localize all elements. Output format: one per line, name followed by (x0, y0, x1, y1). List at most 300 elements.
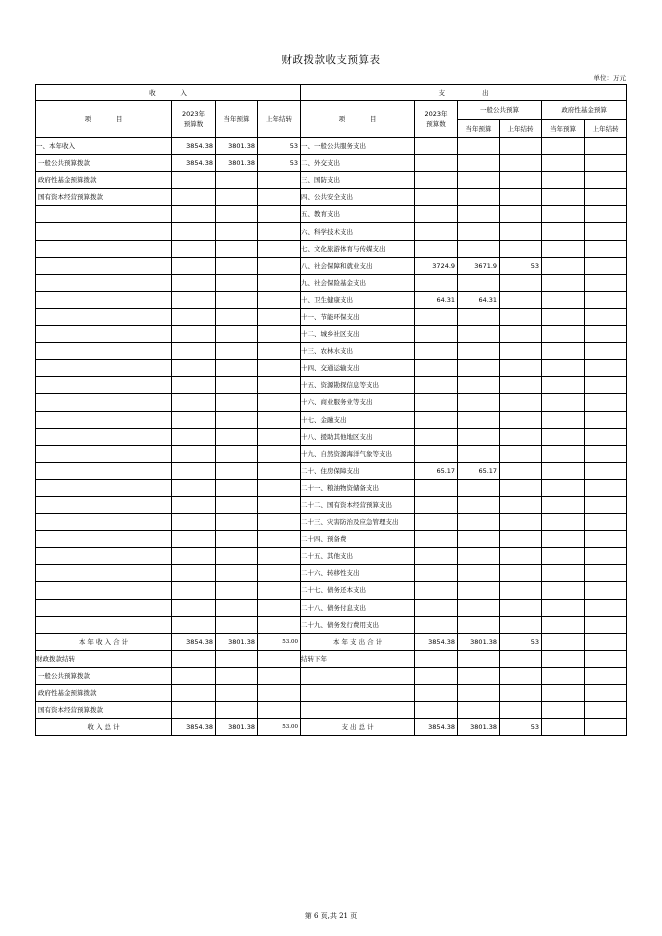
row-gp-last (500, 360, 542, 377)
row-in-budget (172, 257, 216, 274)
row-in-current (216, 582, 258, 599)
row-in-budget (172, 360, 216, 377)
row-gf-current (542, 445, 585, 462)
row-gf-last (585, 326, 627, 343)
row-in-current (216, 616, 258, 633)
row-out-budget (415, 599, 458, 616)
budget-table (35, 84, 627, 736)
row-gp-current (458, 138, 500, 155)
row-in-last (258, 308, 301, 325)
row-out-item: 十五、资源勘探信息等支出 (301, 377, 415, 394)
row-gp-last (500, 462, 542, 479)
row-out-budget: 3724.9 (415, 257, 458, 274)
row-in-last (258, 240, 301, 257)
table-body (36, 138, 627, 634)
table-row (36, 479, 627, 496)
row-gf-current (542, 326, 585, 343)
row-out-budget (415, 531, 458, 548)
row-in-item (36, 240, 172, 257)
row-gp-current (458, 326, 500, 343)
row-out-item: 十六、商业服务业等支出 (301, 394, 415, 411)
row-in-item: 政府性基金预算拨款 (36, 172, 172, 189)
row-in-item (36, 616, 172, 633)
row-gf-last (585, 548, 627, 565)
header-in-last: 上年结转 (258, 101, 301, 138)
row-gp-current (458, 531, 500, 548)
table-row (36, 189, 627, 206)
header-gf-current: 当年预算 (542, 120, 585, 138)
row-out-budget (415, 189, 458, 206)
row-in-budget (172, 548, 216, 565)
row-gf-last (585, 377, 627, 394)
row-gp-current (458, 428, 500, 445)
row-gf-last (585, 394, 627, 411)
subtotal-in-last: 53.00 (258, 633, 301, 650)
row-gp-last (500, 155, 542, 172)
table-row (36, 360, 627, 377)
row-out-budget: 64.31 (415, 291, 458, 308)
row-gf-last (585, 428, 627, 445)
row-in-last (258, 462, 301, 479)
row-gp-last (500, 599, 542, 616)
row-in-current (216, 172, 258, 189)
row-in-budget (172, 411, 216, 428)
row-out-budget (415, 565, 458, 582)
row-in-last (258, 377, 301, 394)
row-in-item (36, 411, 172, 428)
row-in-budget (172, 599, 216, 616)
row-out-budget (415, 326, 458, 343)
row-gf-current (542, 496, 585, 513)
row-in-budget (172, 428, 216, 445)
row-out-budget (415, 343, 458, 360)
row-gp-last (500, 565, 542, 582)
row-in-item (36, 206, 172, 223)
row-gf-current (542, 240, 585, 257)
row-gp-last (500, 394, 542, 411)
row-in-current (216, 291, 258, 308)
row-gp-current (458, 206, 500, 223)
row-gp-current (458, 411, 500, 428)
row-in-last (258, 548, 301, 565)
row-gp-current (458, 479, 500, 496)
total-gf-current (542, 719, 585, 736)
row-gp-current: 65.17 (458, 462, 500, 479)
row-in-current (216, 565, 258, 582)
row-out-budget (415, 582, 458, 599)
row-in-last (258, 616, 301, 633)
row-in-item (36, 531, 172, 548)
table-row (36, 257, 627, 274)
row-out-item: 四、公共安全支出 (301, 189, 415, 206)
row-in-current (216, 360, 258, 377)
subtotal-gf-last (585, 633, 627, 650)
header-gp-last: 上年结转 (500, 120, 542, 138)
row-in-last (258, 479, 301, 496)
row-in-budget (172, 223, 216, 240)
table-row (36, 548, 627, 565)
row-out-budget (415, 223, 458, 240)
row-gf-current (542, 565, 585, 582)
row-gf-current (542, 548, 585, 565)
row-in-current (216, 548, 258, 565)
carry-sub-row (36, 702, 627, 719)
row-gp-current (458, 189, 500, 206)
row-out-budget (415, 548, 458, 565)
row-out-budget (415, 514, 458, 531)
row-out-item: 二十五、其他支出 (301, 548, 415, 565)
row-in-item: 一般公共预算拨款 (36, 155, 172, 172)
row-gp-current (458, 172, 500, 189)
row-in-budget (172, 445, 216, 462)
table-row (36, 428, 627, 445)
carry-in-current (216, 650, 258, 667)
row-out-budget (415, 172, 458, 189)
table-row (36, 343, 627, 360)
row-in-budget: 3854.38 (172, 155, 216, 172)
carry-item-state-capital: 国有资本经营预算拨款 (36, 702, 172, 719)
table-row (36, 326, 627, 343)
row-in-current (216, 240, 258, 257)
row-in-last (258, 326, 301, 343)
row-out-item: 二十七、债务还本支出 (301, 582, 415, 599)
row-out-item: 二十、住房保障支出 (301, 462, 415, 479)
row-out-item: 二、外交支出 (301, 155, 415, 172)
row-gf-current (542, 138, 585, 155)
row-in-budget (172, 616, 216, 633)
row-out-budget (415, 496, 458, 513)
row-in-current (216, 274, 258, 291)
row-in-current (216, 496, 258, 513)
row-in-item (36, 496, 172, 513)
row-in-last: 53 (258, 138, 301, 155)
total-row (36, 719, 627, 736)
row-out-item: 三、国防支出 (301, 172, 415, 189)
row-in-item (36, 514, 172, 531)
carry-sub-row (36, 685, 627, 702)
row-gf-current (542, 428, 585, 445)
row-out-budget (415, 274, 458, 291)
row-gp-last (500, 240, 542, 257)
row-in-current (216, 326, 258, 343)
row-gp-last (500, 308, 542, 325)
row-gf-last (585, 189, 627, 206)
row-out-item: 二十一、粮油物资储备支出 (301, 479, 415, 496)
row-gf-last (585, 514, 627, 531)
table-row (36, 377, 627, 394)
row-gp-last (500, 445, 542, 462)
row-out-item: 十三、农林水支出 (301, 343, 415, 360)
total-in-budget: 3854.38 (172, 719, 216, 736)
row-gf-current (542, 479, 585, 496)
row-gf-last (585, 462, 627, 479)
row-gf-last (585, 257, 627, 274)
row-gf-last (585, 343, 627, 360)
row-gp-current (458, 548, 500, 565)
page-title: 财政拨款收支预算表 (281, 54, 381, 66)
row-in-last (258, 189, 301, 206)
row-gp-current (458, 445, 500, 462)
row-in-item (36, 462, 172, 479)
row-out-item: 二十四、预备费 (301, 531, 415, 548)
table-row (36, 616, 627, 633)
row-in-budget (172, 565, 216, 582)
row-in-item: 国有资本经营预算拨款 (36, 189, 172, 206)
row-gf-last (585, 565, 627, 582)
row-in-last (258, 428, 301, 445)
row-in-last (258, 394, 301, 411)
row-in-item (36, 377, 172, 394)
row-in-item (36, 291, 172, 308)
row-in-current (216, 377, 258, 394)
row-gf-current (542, 291, 585, 308)
row-gf-last (585, 582, 627, 599)
row-gp-last: 53 (500, 257, 542, 274)
table-row (36, 274, 627, 291)
row-in-last (258, 599, 301, 616)
row-gf-current (542, 308, 585, 325)
carry-gp-current (458, 650, 500, 667)
row-out-item: 十九、自然资源海洋气象等支出 (301, 445, 415, 462)
row-out-item: 五、教育支出 (301, 206, 415, 223)
row-in-current (216, 428, 258, 445)
row-gp-current (458, 582, 500, 599)
row-out-budget (415, 155, 458, 172)
row-in-item (36, 428, 172, 445)
row-gf-current (542, 514, 585, 531)
row-gp-current (458, 377, 500, 394)
table-row (36, 462, 627, 479)
row-in-item: 一、本年收入 (36, 138, 172, 155)
row-out-item: 二十九、债务发行费用支出 (301, 616, 415, 633)
table-row (36, 308, 627, 325)
row-in-last: 53 (258, 155, 301, 172)
row-gp-last (500, 496, 542, 513)
row-in-budget (172, 496, 216, 513)
row-gf-last (585, 411, 627, 428)
subtotal-out-label: 本 年 支 出 合 计 (301, 633, 415, 650)
row-gp-last (500, 377, 542, 394)
header-out-budget-text: 2023年预算数 (424, 110, 448, 128)
row-gf-last (585, 240, 627, 257)
row-in-item (36, 360, 172, 377)
row-gf-current (542, 531, 585, 548)
row-out-item: 十四、交通运输支出 (301, 360, 415, 377)
table-row (36, 599, 627, 616)
row-in-item (36, 582, 172, 599)
row-gf-last (585, 138, 627, 155)
row-in-current (216, 462, 258, 479)
row-gf-last (585, 496, 627, 513)
row-out-budget: 65.17 (415, 462, 458, 479)
row-in-budget (172, 291, 216, 308)
row-out-budget (415, 377, 458, 394)
row-in-item (36, 479, 172, 496)
row-gp-last (500, 138, 542, 155)
carry-sub-row (36, 667, 627, 684)
table-row (36, 240, 627, 257)
header-general-public: 一般公共预算 (458, 101, 542, 120)
header-income: 收 入 (36, 85, 301, 101)
row-gf-current (542, 189, 585, 206)
row-in-last (258, 565, 301, 582)
row-gf-last (585, 479, 627, 496)
row-in-current: 3801.38 (216, 138, 258, 155)
row-gp-last (500, 291, 542, 308)
row-gf-current (542, 343, 585, 360)
row-in-current (216, 479, 258, 496)
row-gp-last (500, 274, 542, 291)
table-row (36, 223, 627, 240)
header-out-budget (415, 101, 458, 138)
row-in-current (216, 599, 258, 616)
row-in-current: 3801.38 (216, 155, 258, 172)
row-gf-current (542, 411, 585, 428)
header-expense: 支 出 (301, 85, 627, 101)
table-row (36, 291, 627, 308)
row-gp-current (458, 565, 500, 582)
row-in-item (36, 257, 172, 274)
row-in-last (258, 514, 301, 531)
row-out-budget (415, 206, 458, 223)
row-gf-current (542, 462, 585, 479)
row-out-budget (415, 411, 458, 428)
row-in-item (36, 223, 172, 240)
row-gp-current (458, 599, 500, 616)
total-gp-current: 3801.38 (458, 719, 500, 736)
row-in-last (258, 496, 301, 513)
row-gf-last (585, 445, 627, 462)
header-in-budget-text: 2023年预算数 (181, 110, 206, 128)
row-gp-last (500, 616, 542, 633)
row-in-current (216, 206, 258, 223)
row-in-last (258, 445, 301, 462)
row-out-budget (415, 240, 458, 257)
row-in-budget (172, 531, 216, 548)
carry-item-gov-fund: 政府性基金预算拨款 (36, 685, 172, 702)
table-row (36, 155, 627, 172)
row-in-item (36, 308, 172, 325)
table-row (36, 172, 627, 189)
row-in-last (258, 274, 301, 291)
row-in-current (216, 308, 258, 325)
subtotal-in-label: 本 年 收 入 合 计 (36, 633, 172, 650)
subtotal-row (36, 633, 627, 650)
table-row (36, 565, 627, 582)
row-gp-last (500, 326, 542, 343)
subtotal-in-budget: 3854.38 (172, 633, 216, 650)
row-in-item (36, 548, 172, 565)
row-gf-current (542, 274, 585, 291)
row-gp-last (500, 172, 542, 189)
row-gf-last (585, 291, 627, 308)
row-gp-last (500, 343, 542, 360)
row-out-item: 十二、城乡社区支出 (301, 326, 415, 343)
row-in-item (36, 599, 172, 616)
row-gp-last (500, 189, 542, 206)
carry-out-budget (415, 650, 458, 667)
row-gf-current (542, 582, 585, 599)
table-row (36, 394, 627, 411)
total-in-current: 3801.38 (216, 719, 258, 736)
carry-row (36, 650, 627, 667)
row-gp-current (458, 496, 500, 513)
carry-in-last (258, 650, 301, 667)
table-row (36, 206, 627, 223)
header-gf-last: 上年结转 (585, 120, 627, 138)
row-in-budget (172, 479, 216, 496)
table-summary (36, 633, 627, 736)
row-in-current (216, 394, 258, 411)
row-gp-current (458, 240, 500, 257)
row-out-budget (415, 308, 458, 325)
row-out-item: 六、科学技术支出 (301, 223, 415, 240)
carry-out-label: 结转下年 (301, 650, 415, 667)
header-in-item: 项 目 (36, 101, 172, 138)
row-gf-last (585, 531, 627, 548)
carry-gp-last (500, 650, 542, 667)
row-out-budget (415, 360, 458, 377)
row-out-budget (415, 138, 458, 155)
header-row-1 (36, 85, 627, 101)
row-gf-last (585, 155, 627, 172)
row-gp-last (500, 548, 542, 565)
row-gp-last (500, 428, 542, 445)
row-in-last (258, 172, 301, 189)
row-out-item: 十一、节能环保支出 (301, 308, 415, 325)
subtotal-in-current: 3801.38 (216, 633, 258, 650)
total-gf-last (585, 719, 627, 736)
row-in-current (216, 343, 258, 360)
row-gp-last (500, 582, 542, 599)
row-gf-current (542, 172, 585, 189)
row-gp-last (500, 411, 542, 428)
row-in-last (258, 360, 301, 377)
subtotal-out-budget: 3854.38 (415, 633, 458, 650)
carry-item-general: 一般公共预算拨款 (36, 667, 172, 684)
carry-gf-current (542, 650, 585, 667)
row-in-budget (172, 240, 216, 257)
row-out-item: 七、文化旅游体育与传媒支出 (301, 240, 415, 257)
carry-gf-last (585, 650, 627, 667)
row-in-budget (172, 189, 216, 206)
row-out-item: 二十二、国有资本经营预算支出 (301, 496, 415, 513)
row-in-last (258, 531, 301, 548)
total-in-last: 53.00 (258, 719, 301, 736)
total-out-label: 支 出 总 计 (301, 719, 415, 736)
row-out-budget (415, 445, 458, 462)
row-gf-last (585, 360, 627, 377)
row-gf-current (542, 394, 585, 411)
total-gp-last: 53 (500, 719, 542, 736)
carry-in-budget (172, 650, 216, 667)
table-row (36, 411, 627, 428)
row-in-budget: 3854.38 (172, 138, 216, 155)
row-gf-current (542, 223, 585, 240)
header-gp-current: 当年预算 (458, 120, 500, 138)
row-in-last (258, 223, 301, 240)
row-out-item: 二十八、债务付息支出 (301, 599, 415, 616)
row-out-budget (415, 394, 458, 411)
row-gp-last (500, 206, 542, 223)
row-gf-last (585, 223, 627, 240)
row-gp-current (458, 223, 500, 240)
total-out-budget: 3854.38 (415, 719, 458, 736)
row-in-budget (172, 582, 216, 599)
row-gf-current (542, 377, 585, 394)
row-in-last (258, 411, 301, 428)
subtotal-gf-current (542, 633, 585, 650)
